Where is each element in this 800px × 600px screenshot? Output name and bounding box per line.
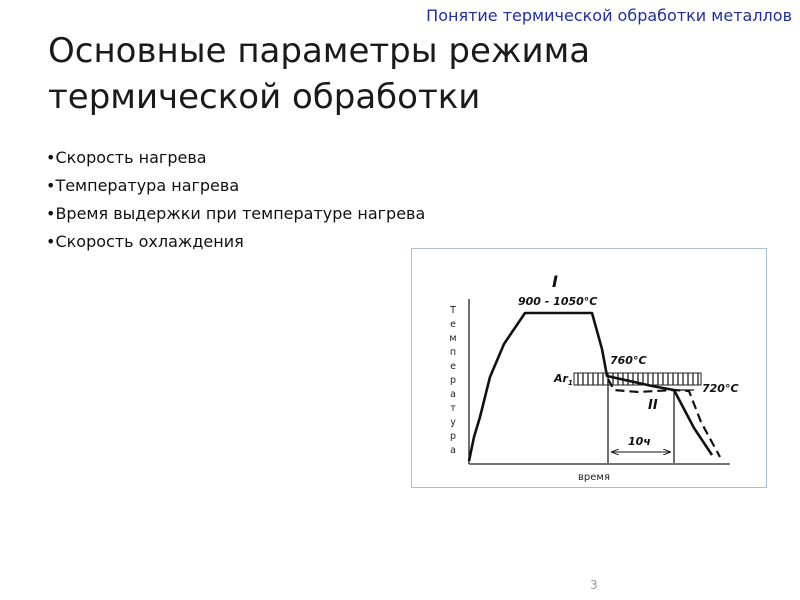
- parameter-list: [46, 146, 425, 258]
- list-item-heating-temperature: • Температура нагрева: [46, 174, 425, 202]
- temp-760-label: 760°C: [610, 354, 647, 367]
- curve-1-label: I: [552, 272, 558, 291]
- y-axis-letter: п: [449, 347, 457, 358]
- y-axis-letter: р: [449, 431, 457, 442]
- curve-2-label: II: [648, 398, 658, 413]
- y-axis-letter: т: [450, 403, 456, 414]
- ar1-subscript: 1: [568, 379, 573, 387]
- heat-treatment-diagram-svg: [412, 249, 768, 489]
- x-axis-label: время: [578, 472, 610, 483]
- slide-title: Основные параметры режима термической обработки: [48, 31, 591, 117]
- y-axis-letter: р: [449, 375, 457, 386]
- y-axis-letter: е: [450, 361, 456, 372]
- y-axis-letter: у: [450, 417, 456, 428]
- list-item-cooling-rate: • Скорость охлаждения: [46, 230, 425, 258]
- y-axis-letter: е: [450, 319, 456, 330]
- ar1-label: Ar: [554, 372, 568, 385]
- temp-720-label: 720°C: [702, 382, 739, 395]
- hold-time-label: 10ч: [628, 435, 651, 448]
- list-item-heating-rate: • Скорость нагрева: [46, 146, 425, 174]
- header-subtitle: Понятие термической обработки металлов: [426, 6, 792, 25]
- temp-high-label: 900 - 1050°C: [518, 295, 598, 308]
- y-axis-letter: а: [450, 445, 456, 456]
- curve-1-line: [469, 313, 712, 461]
- y-axis-label: [449, 305, 456, 456]
- y-axis-letter: а: [450, 389, 456, 400]
- list-item-holding-time: • Время выдержки при температуре нагрева: [46, 202, 425, 230]
- y-axis-letter: м: [449, 333, 457, 344]
- y-axis-letter: Т: [450, 305, 456, 316]
- page-number: 3: [590, 578, 598, 592]
- heat-treatment-diagram: [411, 248, 767, 488]
